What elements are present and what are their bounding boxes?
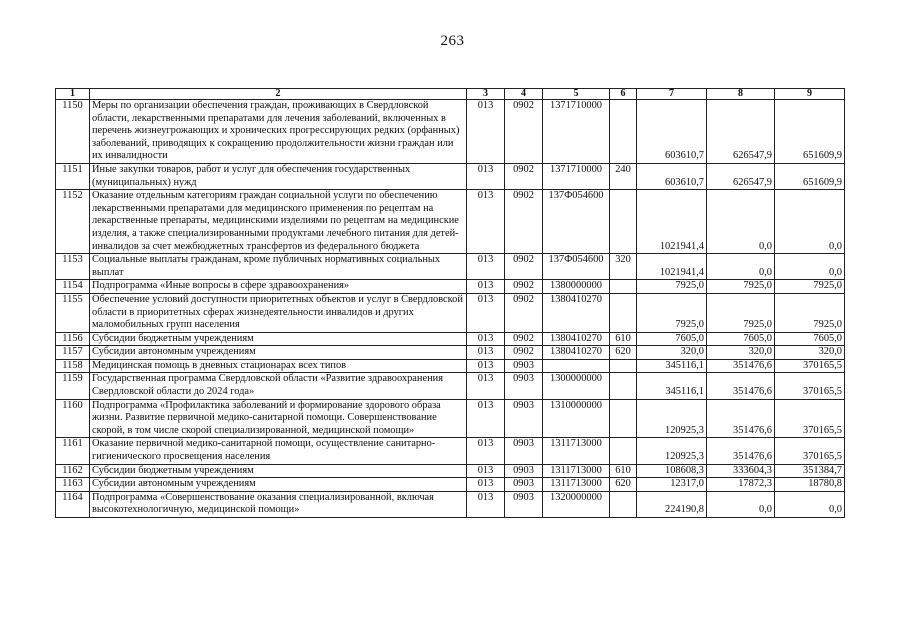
amount-year-1: 12317,0	[637, 478, 707, 492]
amount-year-3: 0,0	[775, 491, 845, 517]
expense-type-code	[610, 491, 637, 517]
amount-year-3: 7925,0	[775, 293, 845, 332]
expense-type-code	[610, 190, 637, 254]
amount-year-3: 370165,5	[775, 399, 845, 438]
table-row	[56, 100, 845, 164]
row-number: 1152	[56, 190, 90, 254]
table-row	[56, 438, 845, 464]
section-code: 0903	[505, 359, 543, 373]
row-name: Субсидии бюджетным учреждениям	[90, 464, 467, 478]
table-row	[56, 280, 845, 294]
row-number: 1151	[56, 163, 90, 189]
table-row	[56, 373, 845, 399]
ministry-code: 013	[467, 491, 505, 517]
amount-year-3: 351384,7	[775, 464, 845, 478]
amount-year-1: 345116,1	[637, 373, 707, 399]
ministry-code: 013	[467, 464, 505, 478]
row-number: 1164	[56, 491, 90, 517]
section-code: 0903	[505, 399, 543, 438]
row-number: 1158	[56, 359, 90, 373]
ministry-code: 013	[467, 254, 505, 280]
table-row	[56, 478, 845, 492]
amount-year-1: 108608,3	[637, 464, 707, 478]
section-code: 0902	[505, 254, 543, 280]
table-body	[56, 100, 845, 518]
target-article-code: 1300000000	[543, 373, 610, 399]
amount-year-2: 351476,6	[707, 438, 775, 464]
target-article-code: 1311713000	[543, 464, 610, 478]
amount-year-2: 626547,9	[707, 100, 775, 164]
column-header: 5	[543, 89, 610, 100]
expense-type-code	[610, 359, 637, 373]
target-article-code: 1380410270	[543, 293, 610, 332]
amount-year-2: 7925,0	[707, 280, 775, 294]
target-article-code: 1311713000	[543, 438, 610, 464]
amount-year-2: 7605,0	[707, 332, 775, 346]
ministry-code: 013	[467, 280, 505, 294]
amount-year-3: 370165,5	[775, 438, 845, 464]
amount-year-3: 651609,9	[775, 163, 845, 189]
column-header: 3	[467, 89, 505, 100]
row-name: Субсидии бюджетным учреждениям	[90, 332, 467, 346]
amount-year-1: 1021941,4	[637, 254, 707, 280]
column-header: 4	[505, 89, 543, 100]
section-code: 0903	[505, 464, 543, 478]
row-name: Меры по организации обеспечения граждан, проживающих в Свердловской области, лекарственными препаратами для лечения заболеваний, включенных в перечень жизнеугрожающих и хронических прогрессирующих редких (орфанных) заболеваний, приводящих к сокращению продолжительности жизни граждан или их инвалидности	[90, 100, 467, 164]
section-code: 0902	[505, 293, 543, 332]
table-row	[56, 491, 845, 517]
amount-year-3: 0,0	[775, 254, 845, 280]
row-name: Оказание первичной медико-санитарной помощи, осуществление санитарно-гигиенического просвещения населения	[90, 438, 467, 464]
amount-year-1: 345116,1	[637, 359, 707, 373]
row-name: Подпрограмма «Иные вопросы в сфере здравоохранения»	[90, 280, 467, 294]
amount-year-1: 603610,7	[637, 100, 707, 164]
row-number: 1154	[56, 280, 90, 294]
table-row	[56, 254, 845, 280]
row-number: 1160	[56, 399, 90, 438]
ministry-code: 013	[467, 190, 505, 254]
amount-year-1: 1021941,4	[637, 190, 707, 254]
target-article-code: 137Ф054600	[543, 254, 610, 280]
amount-year-2: 333604,3	[707, 464, 775, 478]
table-row	[56, 332, 845, 346]
ministry-code: 013	[467, 332, 505, 346]
table-row	[56, 346, 845, 360]
section-code: 0902	[505, 100, 543, 164]
expense-type-code	[610, 293, 637, 332]
table-row	[56, 163, 845, 189]
row-name: Субсидии автономным учреждениям	[90, 346, 467, 360]
row-number: 1161	[56, 438, 90, 464]
table-row	[56, 399, 845, 438]
amount-year-3: 7605,0	[775, 332, 845, 346]
amount-year-1: 603610,7	[637, 163, 707, 189]
target-article-code: 1311713000	[543, 478, 610, 492]
row-number: 1157	[56, 346, 90, 360]
row-number: 1156	[56, 332, 90, 346]
section-code: 0902	[505, 163, 543, 189]
target-article-code: 1320000000	[543, 491, 610, 517]
amount-year-2: 320,0	[707, 346, 775, 360]
table-row	[56, 293, 845, 332]
ministry-code: 013	[467, 100, 505, 164]
target-article-code: 1380410270	[543, 346, 610, 360]
amount-year-1: 120925,3	[637, 438, 707, 464]
amount-year-2: 17872,3	[707, 478, 775, 492]
amount-year-3: 370165,5	[775, 359, 845, 373]
expense-type-code: 620	[610, 478, 637, 492]
budget-table	[55, 88, 845, 518]
expense-type-code: 610	[610, 332, 637, 346]
target-article-code: 1310000000	[543, 399, 610, 438]
section-code: 0903	[505, 438, 543, 464]
section-code: 0903	[505, 478, 543, 492]
expense-type-code: 610	[610, 464, 637, 478]
table-row	[56, 464, 845, 478]
target-article-code: 1380000000	[543, 280, 610, 294]
amount-year-1: 7925,0	[637, 293, 707, 332]
row-name: Государственная программа Свердловской области «Развитие здравоохранения Свердловской области до 2024 года»	[90, 373, 467, 399]
expense-type-code	[610, 438, 637, 464]
amount-year-2: 0,0	[707, 190, 775, 254]
amount-year-1: 7605,0	[637, 332, 707, 346]
row-name: Обеспечение условий доступности приоритетных объектов и услуг в Свердловской области в приоритетных сферах жизнедеятельности инвалидов и других маломобильных групп населения	[90, 293, 467, 332]
target-article-code: 1380410270	[543, 332, 610, 346]
amount-year-3: 7925,0	[775, 280, 845, 294]
expense-type-code	[610, 280, 637, 294]
amount-year-3: 320,0	[775, 346, 845, 360]
row-name: Социальные выплаты гражданам, кроме публичных нормативных социальных выплат	[90, 254, 467, 280]
amount-year-2: 0,0	[707, 491, 775, 517]
column-header: 6	[610, 89, 637, 100]
ministry-code: 013	[467, 399, 505, 438]
section-code: 0903	[505, 491, 543, 517]
amount-year-1: 120925,3	[637, 399, 707, 438]
amount-year-1: 7925,0	[637, 280, 707, 294]
row-name: Оказание отдельным категориям граждан социальной услуги по обеспечению лекарственными препаратами для медицинского применения по рецептам на лекарственные препараты, медицинскими изделиями по рецептам на медицинские изделия, а также специализированными продуктами лечебного питания для детей-инвалидов за счет межбюджетных трансфертов из федерального бюджета	[90, 190, 467, 254]
amount-year-3: 18780,8	[775, 478, 845, 492]
row-name: Медицинская помощь в дневных стационарах всех типов	[90, 359, 467, 373]
ministry-code: 013	[467, 478, 505, 492]
expense-type-code	[610, 100, 637, 164]
amount-year-2: 351476,6	[707, 399, 775, 438]
column-header: 1	[56, 89, 90, 100]
amount-year-2: 7925,0	[707, 293, 775, 332]
section-code: 0902	[505, 190, 543, 254]
amount-year-2: 626547,9	[707, 163, 775, 189]
amount-year-3: 651609,9	[775, 100, 845, 164]
column-header: 8	[707, 89, 775, 100]
row-number: 1162	[56, 464, 90, 478]
amount-year-2: 351476,6	[707, 359, 775, 373]
amount-year-3: 370165,5	[775, 373, 845, 399]
column-header: 9	[775, 89, 845, 100]
target-article-code: 1371710000	[543, 100, 610, 164]
column-header: 2	[90, 89, 467, 100]
row-name: Иные закупки товаров, работ и услуг для обеспечения государственных (муниципальных) нужд	[90, 163, 467, 189]
expense-type-code	[610, 399, 637, 438]
amount-year-1: 224190,8	[637, 491, 707, 517]
amount-year-1: 320,0	[637, 346, 707, 360]
ministry-code: 013	[467, 438, 505, 464]
table-row	[56, 359, 845, 373]
ministry-code: 013	[467, 346, 505, 360]
section-code: 0902	[505, 332, 543, 346]
column-header: 7	[637, 89, 707, 100]
table-row	[56, 190, 845, 254]
target-article-code	[543, 359, 610, 373]
header-row	[56, 89, 845, 100]
row-number: 1159	[56, 373, 90, 399]
row-number: 1153	[56, 254, 90, 280]
section-code: 0903	[505, 373, 543, 399]
section-code: 0902	[505, 346, 543, 360]
amount-year-2: 351476,6	[707, 373, 775, 399]
ministry-code: 013	[467, 359, 505, 373]
ministry-code: 013	[467, 373, 505, 399]
expense-type-code	[610, 373, 637, 399]
target-article-code: 137Ф054600	[543, 190, 610, 254]
expense-type-code: 620	[610, 346, 637, 360]
row-name: Подпрограмма «Совершенствование оказания специализированной, включая высокотехнологичную, медицинской помощи»	[90, 491, 467, 517]
target-article-code: 1371710000	[543, 163, 610, 189]
row-number: 1163	[56, 478, 90, 492]
expense-type-code: 240	[610, 163, 637, 189]
row-name: Субсидии автономным учреждениям	[90, 478, 467, 492]
row-number: 1150	[56, 100, 90, 164]
row-number: 1155	[56, 293, 90, 332]
amount-year-3: 0,0	[775, 190, 845, 254]
amount-year-2: 0,0	[707, 254, 775, 280]
expense-type-code: 320	[610, 254, 637, 280]
ministry-code: 013	[467, 293, 505, 332]
row-name: Подпрограмма «Профилактика заболеваний и формирование здорового образа жизни. Развитие первичной медико-санитарной помощи. Совершенствование скорой, в том числе скорой специализированной, медицинской помощи»	[90, 399, 467, 438]
page-number: 263	[440, 33, 465, 49]
section-code: 0902	[505, 280, 543, 294]
ministry-code: 013	[467, 163, 505, 189]
